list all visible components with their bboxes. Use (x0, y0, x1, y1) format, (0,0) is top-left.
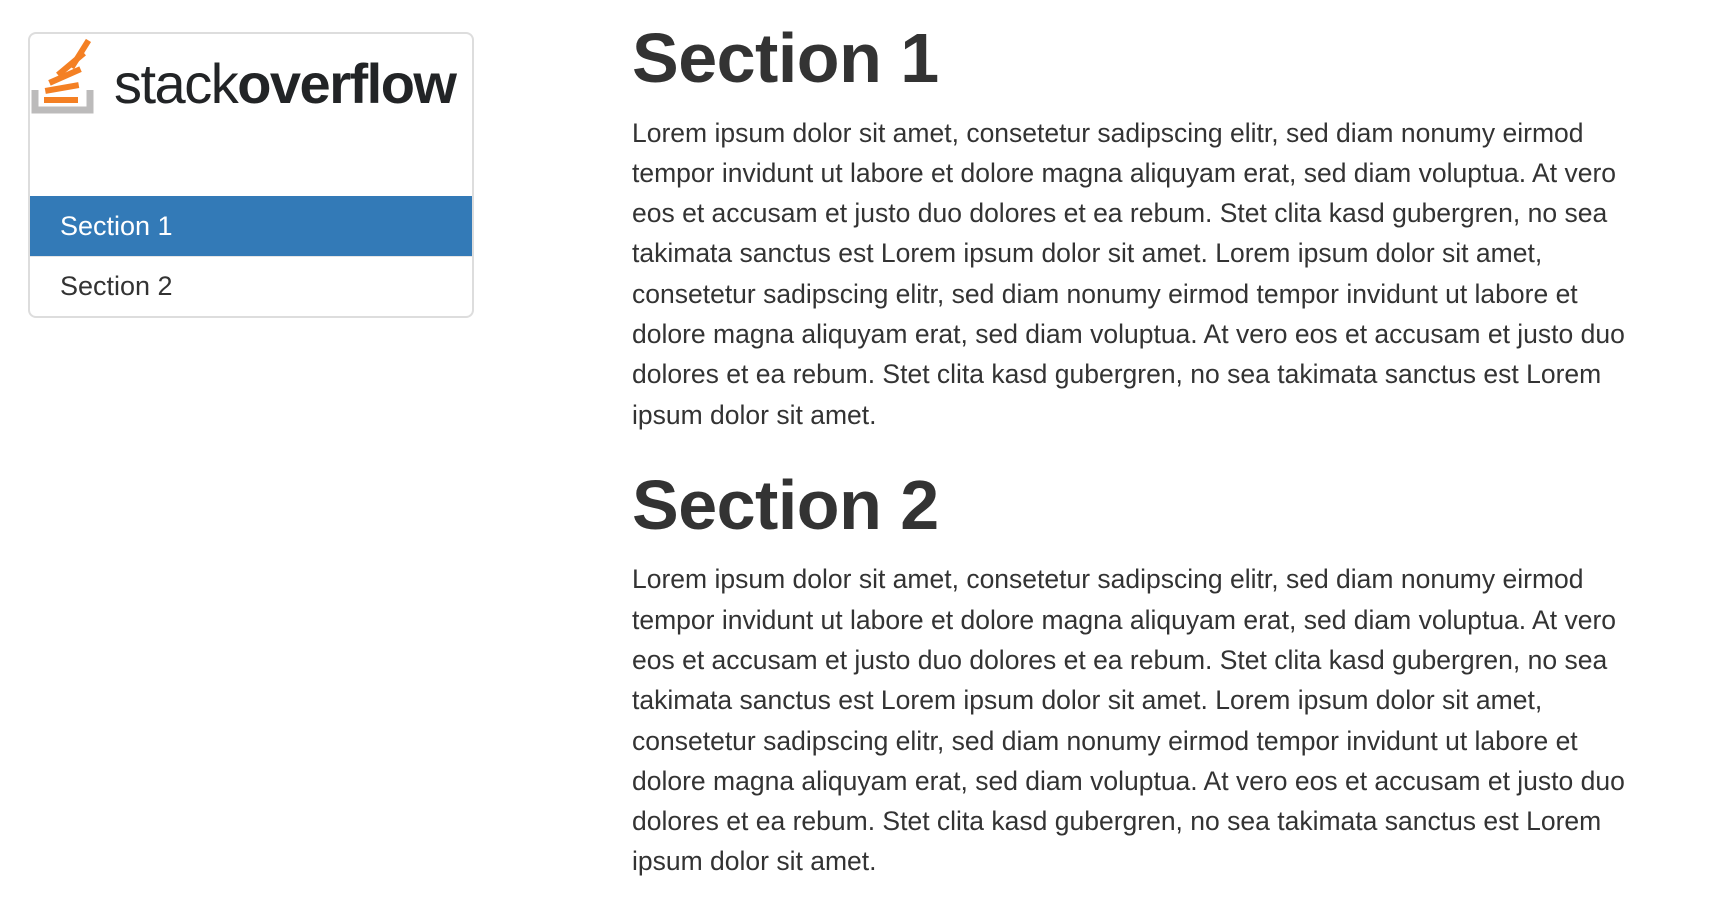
logo-wordmark (114, 52, 456, 115)
section-1 (632, 18, 1632, 435)
sidebar-nav (30, 196, 472, 316)
section-title: Section 1 (632, 19, 939, 97)
nav-item-label: Section 1 (60, 210, 173, 241)
nav-item-label: Section 2 (60, 271, 173, 301)
section-title: Section 2 (632, 465, 939, 544)
section-body: Lorem ipsum dolor sit amet, consetetur sadipscing elitr, sed diam nonumy eirmod tempor invidunt ut labore et dolore magna aliquyam erat, sed diam voluptua. At vero eos et accusam et justo duo dolores et ea rebum. Stet clita kasd gubergren, no sea takimata sanctus est Lorem ipsum dolor sit amet. Lorem ipsum dolor sit amet, consetetur sadipscing elitr, sed diam nonumy eirmod tempor invidunt ut labore et dolore magna aliquyam erat, sed diam voluptua. At vero eos et accusam et justo duo dolores et ea rebum. Stet clita kasd gubergren, no sea takimata sanctus est Lorem ipsum dolor sit amet. (632, 564, 1625, 877)
site-logo[interactable] (30, 34, 472, 196)
sidebar (28, 32, 474, 318)
logo-word-overflow: overflow (237, 52, 456, 115)
nav-item-section-2[interactable] (30, 256, 472, 316)
nav-item-section-1[interactable] (30, 196, 472, 256)
main-content (632, 18, 1632, 882)
stackoverflow-logo-icon (30, 34, 106, 126)
logo-word-stack: stack (114, 52, 238, 115)
section-2 (632, 465, 1632, 882)
section-body: Lorem ipsum dolor sit amet, consetetur sadipscing elitr, sed diam nonumy eirmod tempor invidunt ut labore et dolore magna aliquyam erat, sed diam voluptua. At vero eos et accusam et justo duo dolores et ea rebum. Stet clita kasd gubergren, no sea takimata sanctus est Lorem ipsum dolor sit amet. Lorem ipsum dolor sit amet, consetetur sadipscing elitr, sed diam nonumy eirmod tempor invidunt ut labore et dolore magna aliquyam erat, sed diam voluptua. At vero eos et accusam et justo duo dolores et ea rebum. Stet clita kasd gubergren, no sea takimata sanctus est Lorem ipsum dolor sit amet. (632, 117, 1625, 430)
